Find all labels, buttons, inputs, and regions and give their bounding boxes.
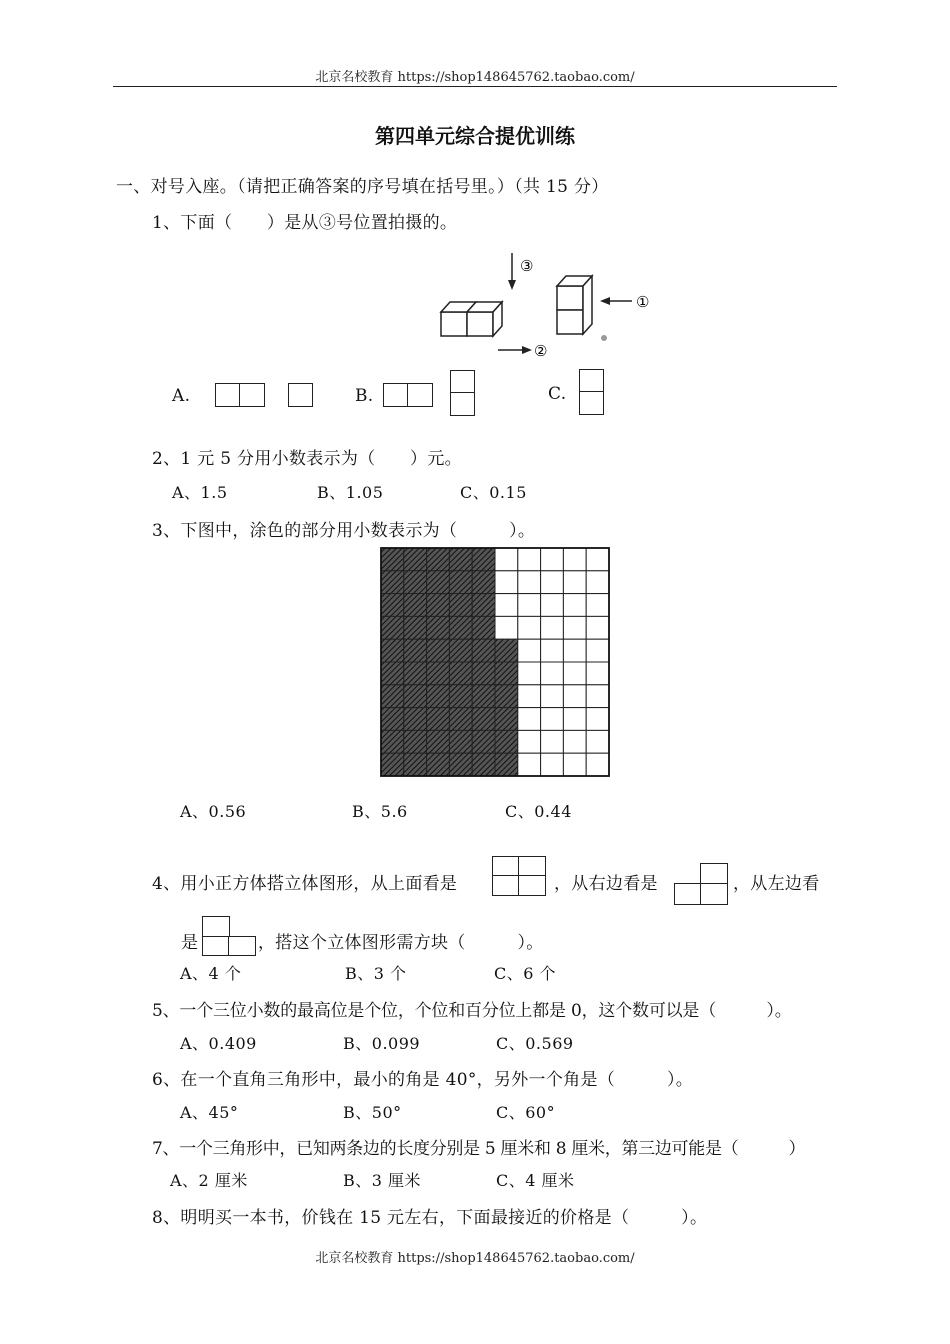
q1-option-a-square bbox=[215, 383, 241, 407]
q2-option-b: B、1.05 bbox=[317, 483, 384, 502]
question-5: 5、一个三位小数的最高位是个位，个位和百分位上都是 0，这个数可以是（ ）。 bbox=[152, 1001, 792, 1021]
q1-option-a-label: A. bbox=[172, 386, 191, 406]
marker-2: ② bbox=[534, 342, 548, 360]
q4-left-view-square bbox=[202, 936, 230, 956]
grid-cell bbox=[586, 594, 609, 617]
q3-option-b: B、5.6 bbox=[352, 802, 408, 821]
q6-option-a: A、45° bbox=[180, 1103, 239, 1122]
q4-option-a: A、4 个 bbox=[180, 964, 242, 983]
question-6: 6、在一个直角三角形中，最小的角是 40°，另外一个角是（ ）。 bbox=[152, 1070, 694, 1090]
q1-option-b-square bbox=[450, 370, 475, 394]
question-4-part4a: 是 bbox=[181, 933, 199, 953]
grid-cell-shaded bbox=[381, 548, 404, 571]
grid-cell-shaded bbox=[381, 708, 404, 731]
grid-cell-shaded bbox=[449, 708, 472, 731]
grid-cell-shaded bbox=[472, 571, 495, 594]
grid-cell-shaded bbox=[472, 662, 495, 685]
q4-option-c: C、6 个 bbox=[494, 964, 557, 983]
grid-cell-shaded bbox=[472, 639, 495, 662]
question-7: 7、一个三角形中，已知两条边的长度分别是 5 厘米和 8 厘米，第三边可能是（ ） bbox=[152, 1139, 806, 1159]
grid-cell bbox=[563, 708, 586, 731]
grid-cell-shaded bbox=[427, 685, 450, 708]
grid-cell-shaded bbox=[472, 616, 495, 639]
grid-cell-shaded bbox=[427, 594, 450, 617]
q4-option-b: B、3 个 bbox=[345, 964, 407, 983]
grid-cell-shaded bbox=[495, 662, 518, 685]
q6-option-b: B、50° bbox=[343, 1103, 402, 1122]
q5-option-a: A、0.409 bbox=[180, 1034, 257, 1053]
marker-1: ① bbox=[636, 293, 650, 311]
q1-option-c-square bbox=[579, 369, 604, 393]
grid-cell bbox=[586, 548, 609, 571]
grid-cell bbox=[563, 753, 586, 776]
q4-left-view-square bbox=[202, 916, 230, 938]
grid-cell bbox=[563, 662, 586, 685]
grid-cell bbox=[563, 594, 586, 617]
grid-cell-shaded bbox=[404, 685, 427, 708]
grid-cell-shaded bbox=[404, 594, 427, 617]
grid-cell bbox=[541, 730, 564, 753]
grid-cell bbox=[495, 616, 518, 639]
grid-cell bbox=[518, 548, 541, 571]
grid-cell-shaded bbox=[449, 753, 472, 776]
question-4-part2: ，从右边看是 bbox=[554, 874, 658, 894]
grid-cell-shaded bbox=[495, 685, 518, 708]
q3-decimal-grid bbox=[380, 547, 610, 777]
question-8: 8、明明买一本书，价钱在 15 元左右，下面最接近的价格是（ ）。 bbox=[152, 1208, 708, 1228]
grid-cell bbox=[495, 571, 518, 594]
grid-cell bbox=[541, 662, 564, 685]
question-3: 3、下图中，涂色的部分用小数表示为（ ）。 bbox=[152, 521, 536, 541]
grid-cell-shaded bbox=[472, 548, 495, 571]
page-footer: 北京名校教育 https://shop148645762.taobao.com/ bbox=[315, 1251, 635, 1266]
grid-cell bbox=[586, 730, 609, 753]
grid-cell-shaded bbox=[495, 753, 518, 776]
grid-cell-shaded bbox=[427, 616, 450, 639]
grid-cell-shaded bbox=[495, 639, 518, 662]
q1-option-a-square bbox=[239, 383, 265, 407]
grid-cell bbox=[541, 639, 564, 662]
grid-cell-shaded bbox=[381, 639, 404, 662]
grid-cell bbox=[586, 753, 609, 776]
grid-cell bbox=[541, 708, 564, 731]
grid-cell bbox=[563, 685, 586, 708]
q4-top-view-square bbox=[518, 856, 546, 877]
grid-cell bbox=[541, 594, 564, 617]
q3-option-a: A、0.56 bbox=[180, 802, 247, 821]
grid-cell-shaded bbox=[449, 616, 472, 639]
q1-option-b-label: B. bbox=[355, 386, 374, 406]
q4-top-view-square bbox=[518, 875, 546, 896]
grid-cell-shaded bbox=[495, 730, 518, 753]
grid-cell-shaded bbox=[427, 730, 450, 753]
q2-option-c: C、0.15 bbox=[460, 483, 527, 502]
grid-cell-shaded bbox=[404, 730, 427, 753]
page-title: 第四单元综合提优训练 bbox=[375, 124, 575, 148]
q1-option-b-square bbox=[383, 383, 409, 407]
grid-cell-shaded bbox=[404, 753, 427, 776]
grid-cell bbox=[541, 616, 564, 639]
grid-cell bbox=[586, 685, 609, 708]
q4-right-view-square bbox=[674, 883, 702, 905]
q2-option-a: A、1.5 bbox=[172, 483, 228, 502]
grid-cell-shaded bbox=[472, 594, 495, 617]
q4-right-view-square bbox=[700, 883, 728, 905]
q1-cube-figure bbox=[0, 0, 950, 440]
grid-cell-shaded bbox=[381, 616, 404, 639]
grid-cell-shaded bbox=[449, 571, 472, 594]
q5-option-c: C、0.569 bbox=[496, 1034, 574, 1053]
grid-cell-shaded bbox=[449, 662, 472, 685]
question-2: 2、1 元 5 分用小数表示为（ ）元。 bbox=[152, 449, 462, 469]
grid-cell-shaded bbox=[381, 753, 404, 776]
q1-option-a-square bbox=[288, 383, 313, 407]
grid-cell bbox=[563, 639, 586, 662]
q4-right-view-square bbox=[700, 863, 728, 885]
grid-cell-shaded bbox=[404, 571, 427, 594]
question-4-part4b: ，搭这个立体图形需方块（ ）。 bbox=[258, 933, 544, 953]
grid-cell bbox=[518, 639, 541, 662]
grid-cell-shaded bbox=[449, 594, 472, 617]
grid-cell-shaded bbox=[449, 730, 472, 753]
grid-cell bbox=[586, 708, 609, 731]
grid-cell-shaded bbox=[427, 571, 450, 594]
grid-cell bbox=[541, 548, 564, 571]
grid-cell bbox=[541, 571, 564, 594]
q7-option-a: A、2 厘米 bbox=[170, 1171, 248, 1190]
q1-option-c-label: C. bbox=[548, 384, 567, 404]
grid-cell-shaded bbox=[404, 616, 427, 639]
grid-cell-shaded bbox=[449, 548, 472, 571]
grid-cell bbox=[518, 708, 541, 731]
grid-cell bbox=[586, 616, 609, 639]
grid-cell bbox=[586, 662, 609, 685]
grid-cell-shaded bbox=[381, 594, 404, 617]
grid-cell-shaded bbox=[472, 753, 495, 776]
grid-cell bbox=[518, 616, 541, 639]
grid-cell bbox=[518, 594, 541, 617]
q1-option-c-square bbox=[579, 391, 604, 415]
q7-option-b: B、3 厘米 bbox=[343, 1171, 422, 1190]
grid-cell-shaded bbox=[381, 662, 404, 685]
grid-cell bbox=[495, 594, 518, 617]
grid-cell-shaded bbox=[404, 708, 427, 731]
grid-cell-shaded bbox=[427, 753, 450, 776]
grid-cell bbox=[586, 639, 609, 662]
grid-cell-shaded bbox=[449, 639, 472, 662]
grid-cell-shaded bbox=[449, 685, 472, 708]
grid-cell-shaded bbox=[472, 730, 495, 753]
grid-cell-shaded bbox=[404, 548, 427, 571]
q5-option-b: B、0.099 bbox=[343, 1034, 421, 1053]
grid-cell bbox=[563, 548, 586, 571]
question-4-part1: 4、用小正方体搭立体图形，从上面看是 bbox=[152, 874, 458, 894]
page-header: 北京名校教育 https://shop148645762.taobao.com/ bbox=[315, 70, 635, 85]
grid-cell-shaded bbox=[427, 639, 450, 662]
grid-cell bbox=[563, 571, 586, 594]
grid-cell-shaded bbox=[427, 662, 450, 685]
q1-option-b-square bbox=[450, 392, 475, 416]
grid-cell bbox=[541, 753, 564, 776]
q1-option-b-square bbox=[407, 383, 433, 407]
grid-cell bbox=[518, 571, 541, 594]
marker-3: ③ bbox=[520, 257, 534, 275]
grid-cell bbox=[563, 730, 586, 753]
grid-cell bbox=[563, 616, 586, 639]
grid-cell-shaded bbox=[427, 708, 450, 731]
grid-cell bbox=[518, 753, 541, 776]
grid-cell-shaded bbox=[427, 548, 450, 571]
grid-cell-shaded bbox=[472, 708, 495, 731]
grid-cell bbox=[518, 730, 541, 753]
question-4-part3: ，从左边看 bbox=[733, 874, 820, 894]
grid-cell-shaded bbox=[495, 708, 518, 731]
grid-cell-shaded bbox=[404, 639, 427, 662]
grid-cell bbox=[586, 571, 609, 594]
q4-top-view-square bbox=[492, 875, 520, 896]
q7-option-c: C、4 厘米 bbox=[496, 1171, 575, 1190]
grid-cell bbox=[518, 685, 541, 708]
grid-cell-shaded bbox=[472, 685, 495, 708]
grid-cell-shaded bbox=[404, 662, 427, 685]
q4-left-view-square bbox=[228, 936, 256, 956]
grid-cell bbox=[495, 548, 518, 571]
grid-cell-shaded bbox=[381, 685, 404, 708]
q6-option-c: C、60° bbox=[496, 1103, 556, 1122]
q4-top-view-square bbox=[492, 856, 520, 877]
grid-cell bbox=[541, 685, 564, 708]
question-1: 1、下面（ ）是从③号位置拍摄的。 bbox=[152, 213, 458, 233]
grid-cell bbox=[518, 662, 541, 685]
section-heading: 一、对号入座。（请把正确答案的序号填在括号里。）（共 15 分） bbox=[116, 177, 609, 197]
q3-option-c: C、0.44 bbox=[505, 802, 572, 821]
grid-cell-shaded bbox=[381, 730, 404, 753]
grid-cell-shaded bbox=[381, 571, 404, 594]
